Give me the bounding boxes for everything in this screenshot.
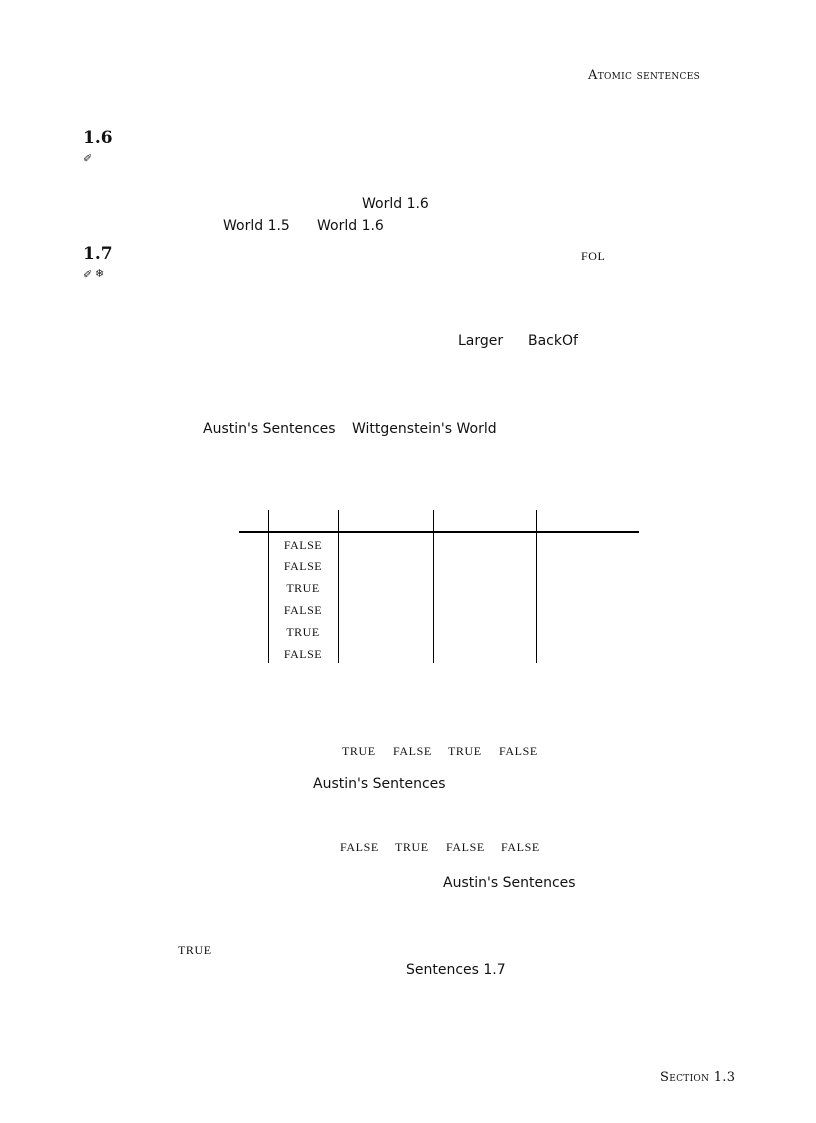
predicate-larger: Larger [458,333,504,349]
table-cell: FALSE [283,603,323,617]
table-cell: FALSE [283,538,323,552]
table-cell: TRUE [286,581,320,595]
truth-value: TRUE [342,744,376,758]
file-name-world-1-5: World 1.5 [223,218,290,234]
truth-value: TRUE [448,744,482,758]
file-name-world-1-6: World 1.6 [362,196,429,212]
tarski-world-icon: ❄ [95,267,105,280]
truth-value-true: TRUE [178,943,212,957]
table-column-divider [338,510,339,663]
file-name-world-1-6-second: World 1.6 [317,218,384,234]
file-name-austins-sentences: Austin's Sentences [443,875,576,891]
predicate-backof: BackOf [528,333,578,349]
truth-value: FALSE [393,744,432,758]
pencil-icon: ✐ [83,268,93,281]
table-header-rule [239,531,639,533]
file-name-austins-sentences: Austin's Sentences [203,421,336,437]
table-cell: FALSE [283,559,323,573]
truth-value: FALSE [499,744,538,758]
running-header: Atomic sentences [588,68,701,83]
table-cell: TRUE [286,625,320,639]
exercise-number-1-7: 1.7 [83,244,113,264]
file-name-sentences-1-7: Sentences 1.7 [406,962,506,978]
truth-value: FALSE [446,840,485,854]
table-column-divider [536,510,537,663]
running-footer: Section 1.3 [660,1070,736,1085]
file-name-austins-sentences: Austin's Sentences [313,776,446,792]
truth-value: FALSE [501,840,540,854]
truth-value: TRUE [395,840,429,854]
file-name-wittgensteins-world: Wittgenstein's World [352,421,497,437]
table-column-divider [433,510,434,663]
fol-label: FOL [581,249,606,263]
pencil-icon: ✐ [83,152,93,165]
truth-value: FALSE [340,840,379,854]
table-cell: FALSE [283,647,323,661]
exercise-number-1-6: 1.6 [83,128,113,148]
